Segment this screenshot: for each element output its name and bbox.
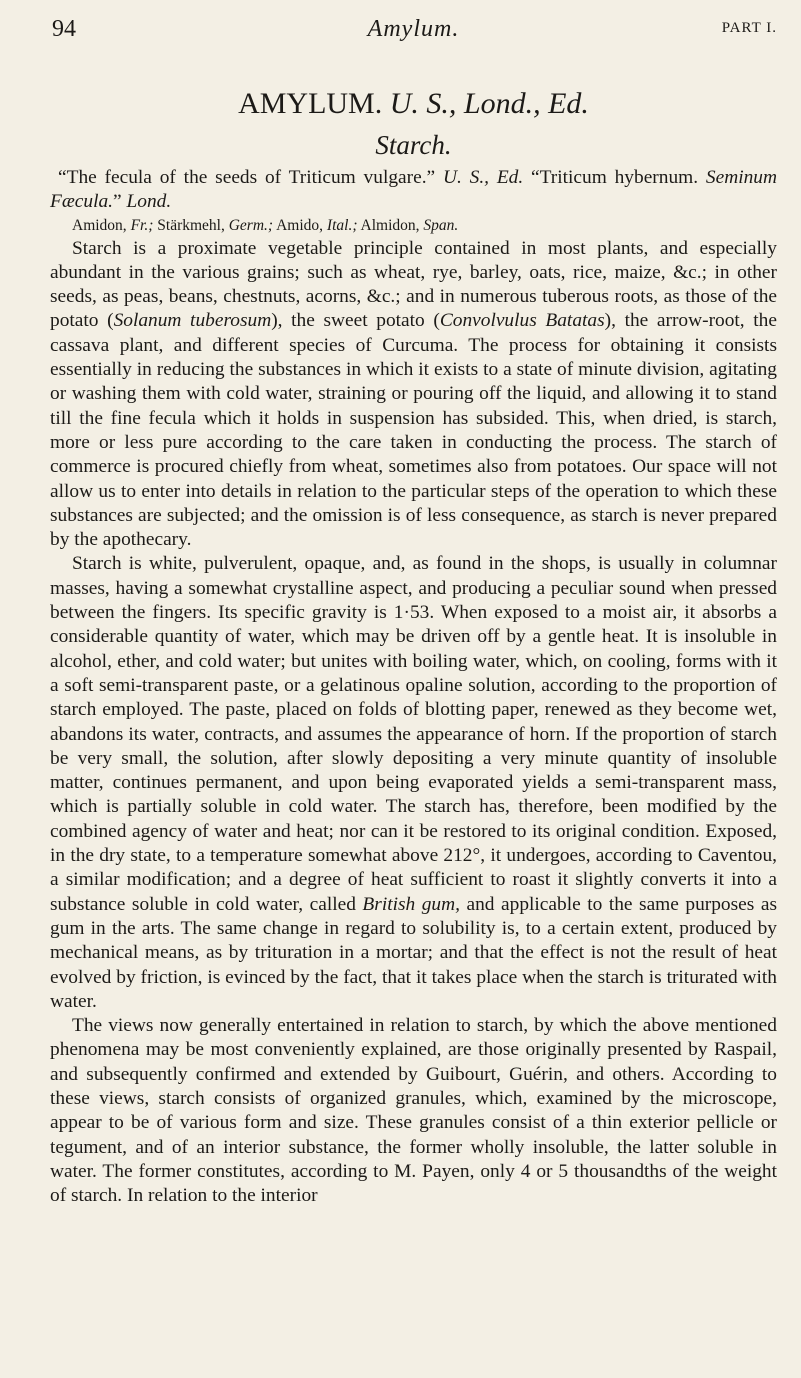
article-subtitle: Starch. — [375, 130, 452, 160]
official-definition — [50, 166, 777, 215]
article-title — [50, 86, 777, 122]
definition-source-2: Lond. — [126, 191, 172, 213]
running-title: Amylum. — [367, 16, 460, 42]
definition-quote-1: “The fecula of the seeds of Triticum vulgare.” — [58, 167, 436, 188]
page-number: 94 — [52, 16, 76, 42]
synonym-italian: Amido, — [276, 216, 324, 234]
synonym-german: Stärkmehl, — [157, 216, 225, 234]
definition-source-1: U. S., Ed. — [442, 167, 524, 188]
p1-text-2: ), the sweet potato ( — [271, 310, 440, 332]
definition-quote-3: Seminum Fæcula. — [50, 167, 777, 213]
definition-quote-2: “Triticum hybernum. — [531, 167, 699, 188]
synonym-french: Amidon, — [72, 216, 127, 234]
p2-italic-1: British gum, — [362, 893, 460, 915]
p1-text-3: ), the arrow-root, the cassava plant, and different species of Curcuma. The process for obtaining it consists essentially in reducing the substances in which it exists to a state of minute division, agitating or washing them with cold water, straining or pouring off the liquid, and allowing it to stand till the fine fecula which it holds in suspension has subsided. This, when dried, is starch, more or less pure according to the care taken in conducting the process. The starch of commerce is procured chiefly from wheat, sometimes also from potatoes. Our space will not allow us to enter into details in relation to the particular steps of the operation to which these substances are subjected; and the omission is of less consequence, as starch is never prepared by the apothecary. — [50, 310, 777, 551]
p1-italic-1: Solanum tuberosum — [113, 310, 272, 332]
definition-quote-close: ” — [113, 191, 122, 213]
p2-text-1: Starch is white, pulverulent, opaque, and, as found in the shops, is usually in columnar masses, having a somewhat crystalline aspect, and producing a peculiar sound when pressed between the fingers. Its specific gravity is 1·53. When exposed to a moist air, it absorbs a considerable quantity of water, which may be driven off by a gentle heat. It is insoluble in alcohol, ether, and cold water; but unites with boiling water, which, on cooling, forms with it a soft semi-transparent paste, or a gelatinous opaline solution, according to the proportion of starch employed. The paste, placed on folds of blotting paper, renewed as they become wet, abandons its water, contracts, and assumes the appearance of horn. If the proportion of starch be very small, the solution, after slowly depositing a very minute quantity of insoluble matter, continues permanent, and upon being evaporated yields a semi-transparent mass, which is partially soluble in cold water. The starch has, therefore, been modified by the combined agency of water and heat; nor can it be restored to its original condition. Exposed, in the dry state, to a temperature somewhat above 212°, it undergoes, according to Caventou, a similar modification; and a degree of heat sufficient to roast it slightly converts it into a substance soluble in cold water, called — [50, 553, 777, 915]
p1-italic-2: Convolvulus Batatas — [439, 310, 605, 332]
running-head — [50, 16, 777, 50]
lang-german: Germ.; — [228, 216, 274, 234]
lang-italian: Ital.; — [326, 216, 358, 234]
synonym-spanish: Almidon, — [360, 216, 420, 234]
p1-text-1: Starch is a proximate vegetable principle contained in most plants, and especially abundant in the various grains; such as wheat, rye, barley, oats, rice, maize, &c.; in other seeds, as peas, beans, chestnuts, acorns, &c.; and in numerous tuberous roots, as those of the potato ( — [50, 237, 777, 332]
synonyms-line — [50, 215, 777, 237]
p2-text-2: and applicable to the same purposes as gum in the arts. The same change in regard to solubility is, to a certain extent, produced by mechanical means, as by trituration in a mortar; and that the effect is not the result of heat evolved by friction, is evinced by the fact, that it takes place when the starch is triturated with water. — [50, 893, 778, 1012]
part-label: PART I. — [721, 20, 777, 36]
lang-french: Fr.; — [130, 216, 154, 234]
paragraph-preparation — [50, 237, 777, 553]
pharmacopoeia-sources: U. S., Lond., Ed. — [389, 87, 589, 120]
paragraph-properties — [50, 552, 777, 1014]
lang-spanish: Span. — [423, 216, 459, 234]
article-title-main: AMYLUM. — [238, 87, 383, 120]
paragraph-structure — [50, 1014, 777, 1208]
p3-text-1: The views now generally entertained in relation to starch, by which the above mentioned phenomena may be most conveniently explained, are those originally presented by Raspail, and subsequently confirmed and extended by Guibourt, Guérin, and others. According to these views, starch consists of organized granules, which, examined by the microscope, appear to be of various form and size. These granules consist of a thin exterior pellicle or tegument, and of an interior substance, the former wholly insoluble, the latter soluble in water. The former constitutes, according to M. Payen, only 4 or 5 thousandths of the weight of starch. In relation to the interior — [50, 1015, 777, 1207]
